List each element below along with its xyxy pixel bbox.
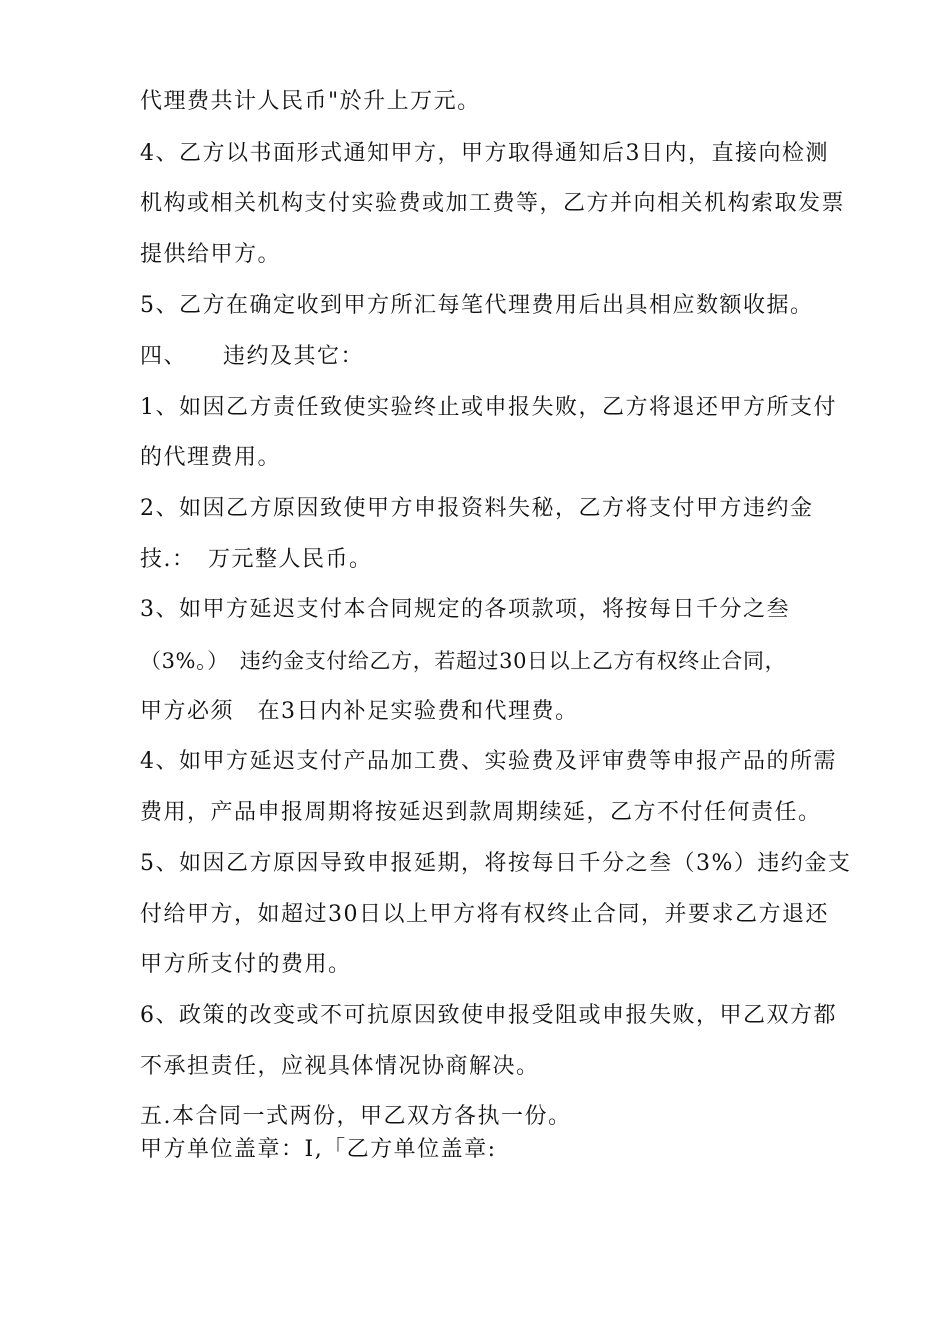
text-line-19: 6、政策的改变或不可抗原因致使申报受阻或申报失败，甲乙双方都 bbox=[140, 1003, 837, 1028]
text-line-12: （3%。） 违约金支付给乙方，若超过30日以上乙方有权终止合同， bbox=[140, 649, 787, 673]
section-heading-5: 五.本合同一式两份，甲乙双方各执一份。 bbox=[140, 1104, 572, 1129]
text-line-4: 提供给甲方。 bbox=[140, 242, 282, 267]
text-line-7: 1、如因乙方责任致使实验终止或申报失败，乙方将退还甲方所支付 bbox=[140, 395, 837, 420]
text-line-5: 5、乙方在确定收到甲方所汇每笔代理费用后出具相应数额收据。 bbox=[140, 293, 814, 318]
signature-line: 甲方单位盖章：I,「乙方单位盖章: bbox=[140, 1137, 497, 1162]
text-line-13: 甲方必须 在3日内补足实验费和代理费。 bbox=[140, 699, 579, 724]
text-line-18: 甲方所支付的费用。 bbox=[140, 952, 352, 977]
text-line-10: 技.： 万元整人民币。 bbox=[140, 547, 373, 572]
text-line-2: 4、乙方以书面形式通知甲方，甲方取得通知后3日内，直接向检测 bbox=[140, 141, 829, 166]
section-heading-4: 四、 违约及其它： bbox=[140, 344, 365, 369]
text-line-14: 4、如甲方延迟支付产品加工费、实验费及评审费等申报产品的所需 bbox=[140, 749, 837, 774]
text-line-1: 代理费共计人民币"於升上万元。 bbox=[140, 89, 481, 114]
text-line-16: 5、如因乙方原因导致申报延期，将按每日千分之叁（3%）违约金支 bbox=[140, 851, 852, 876]
text-line-11: 3、如甲方延迟支付本合同规定的各项款项，将按每日千分之叁 bbox=[140, 597, 790, 622]
text-line-8: 的代理费用。 bbox=[140, 445, 282, 470]
text-line-9: 2、如因乙方原因致使甲方申报资料失秘，乙方将支付甲方违约金 bbox=[140, 496, 814, 521]
text-line-20: 不承担责任，应视具体情况协商解决。 bbox=[140, 1054, 540, 1079]
text-line-3: 机构或相关机构支付实验费或加工费等，乙方并向相关机构索取发票 bbox=[140, 191, 846, 216]
text-line-17: 付给甲方，如超过30日以上甲方将有权终止合同，并要求乙方退还 bbox=[140, 902, 829, 927]
text-line-15: 费用，产品申报周期将按延迟到款周期续延，乙方不付任何责任。 bbox=[140, 800, 822, 825]
